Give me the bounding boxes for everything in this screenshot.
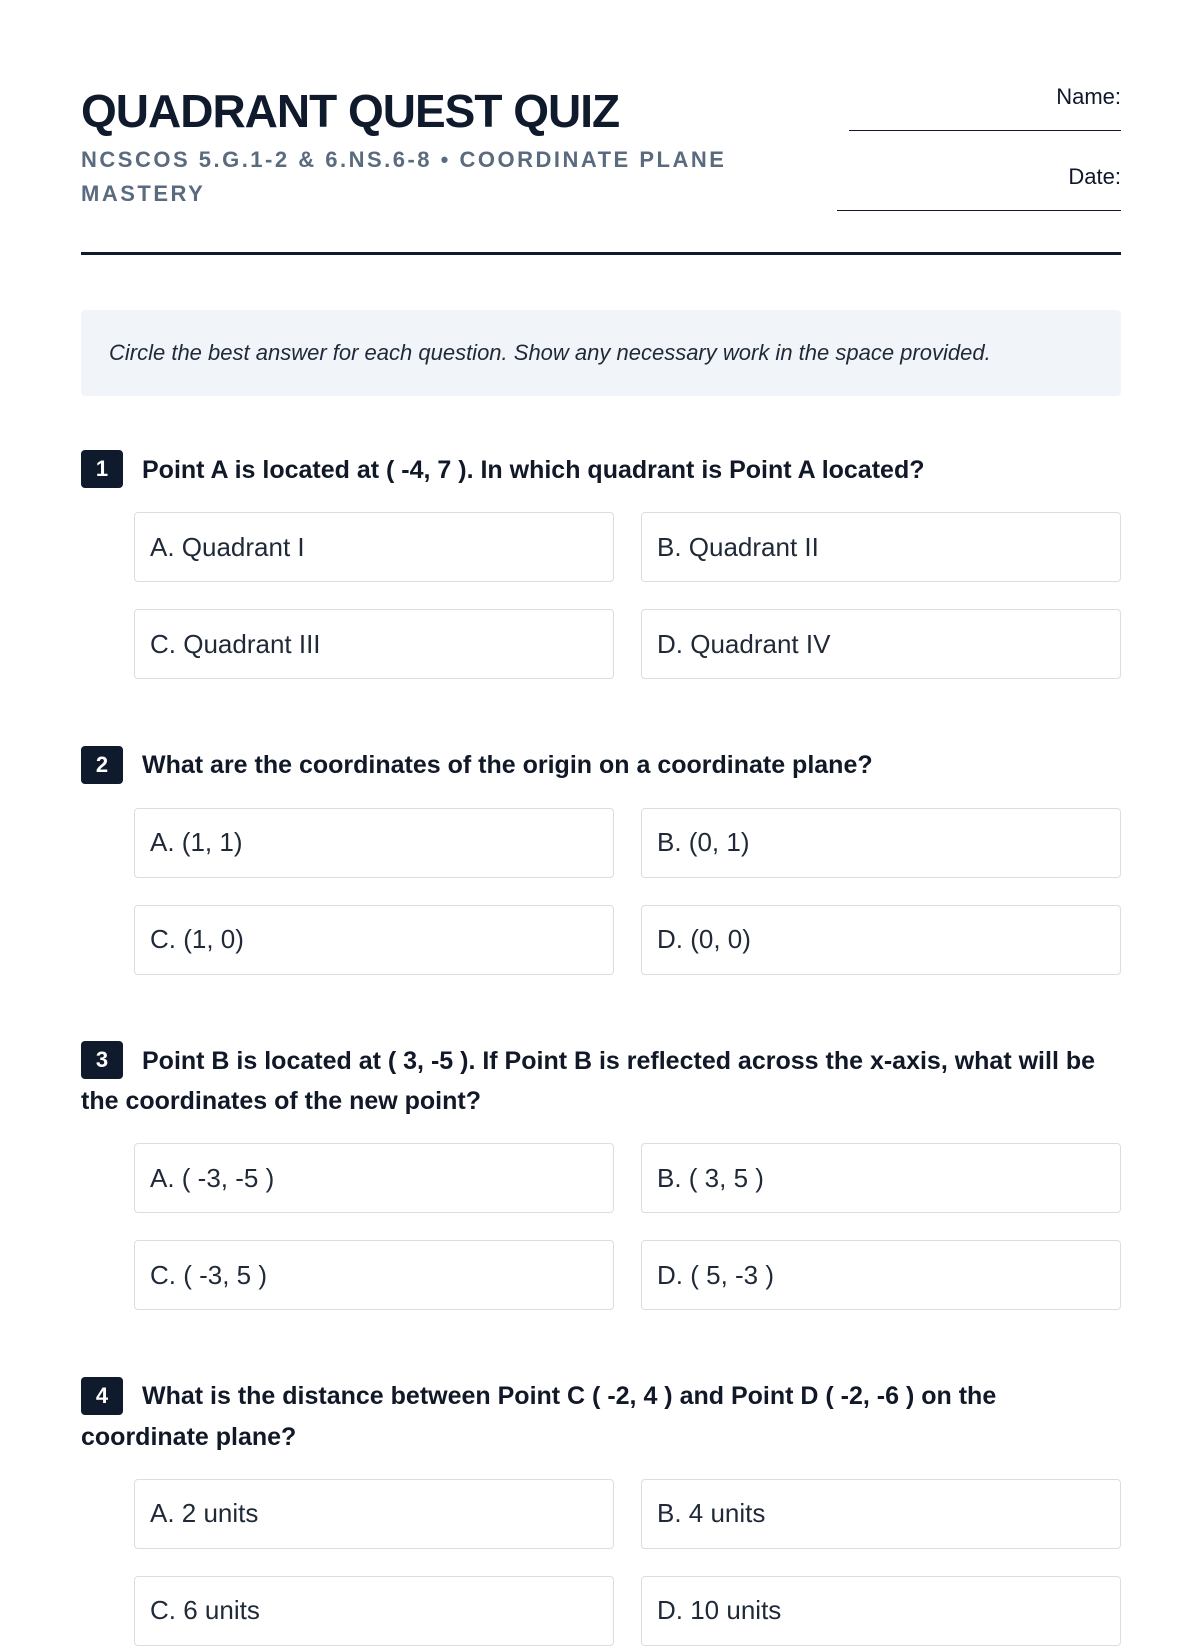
question-number-badge: 3 [81, 1041, 123, 1079]
header-divider [81, 252, 1121, 255]
answer-option-c[interactable]: C. Quadrant III [134, 609, 614, 679]
question-2 [81, 745, 1121, 974]
answer-option-d[interactable]: D. Quadrant IV [641, 609, 1121, 679]
question-prompt: What are the coordinates of the origin on a coordinate plane? [142, 751, 873, 780]
answer-options [134, 1143, 1121, 1310]
question-text [81, 450, 1121, 490]
answer-option-c[interactable]: C. ( -3, 5 ) [134, 1240, 614, 1310]
answer-option-d[interactable]: D. ( 5, -3 ) [641, 1240, 1121, 1310]
question-text [81, 1041, 1121, 1121]
instructions-box: Circle the best answer for each question. Show any necessary work in the space provided. [81, 310, 1121, 396]
question-prompt: Point A is located at ( -4, 7 ). In which quadrant is Point A located? [142, 456, 925, 484]
answer-option-c[interactable]: C. 6 units [134, 1576, 614, 1646]
date-row [821, 160, 1121, 240]
answer-options [134, 1479, 1121, 1646]
standards-subtitle: NCSCOS 5.G.1-2 & 6.NS.6-8 • COORDINATE PLANE MASTERY [81, 147, 727, 206]
answer-option-a[interactable]: A. ( -3, -5 ) [134, 1143, 614, 1213]
question-number-badge: 4 [81, 1377, 123, 1415]
name-blank-line[interactable] [849, 130, 1121, 131]
answer-option-d[interactable]: D. 10 units [641, 1576, 1121, 1646]
name-label: Name: [1056, 84, 1121, 109]
question-number-badge: 1 [81, 450, 123, 488]
answer-option-a[interactable]: A. (1, 1) [134, 808, 614, 878]
answer-option-b[interactable]: B. (0, 1) [641, 808, 1121, 878]
answer-option-b[interactable]: B. 4 units [641, 1479, 1121, 1549]
page-title: QUADRANT QUEST QUIZ [81, 85, 620, 137]
answer-option-a[interactable]: A. 2 units [134, 1479, 614, 1549]
quiz-header [81, 0, 1121, 256]
question-number-badge: 2 [81, 746, 123, 784]
question-text [81, 745, 1121, 785]
name-row [821, 80, 1121, 160]
question-3 [81, 1041, 1121, 1310]
question-4 [81, 1376, 1121, 1645]
answer-options [134, 512, 1121, 679]
date-label: Date: [1068, 164, 1121, 189]
student-info [821, 80, 1121, 240]
quiz-page [81, 0, 1121, 1646]
question-prompt: What is the distance between Point C ( -2, 4 ) and Point D ( -2, -6 ) on the coordinate plane? [81, 1382, 997, 1451]
question-prompt: Point B is located at ( 3, -5 ). If Point B is reflected across the x-axis, what will be the coordinates of the new point? [81, 1046, 1096, 1116]
answer-option-b[interactable]: B. ( 3, 5 ) [641, 1143, 1121, 1213]
question-1 [81, 450, 1121, 679]
answer-options [134, 808, 1121, 975]
date-blank-line[interactable] [837, 210, 1121, 211]
question-text [81, 1376, 1121, 1456]
answer-option-c[interactable]: C. (1, 0) [134, 905, 614, 975]
answer-option-d[interactable]: D. (0, 0) [641, 905, 1121, 975]
answer-option-a[interactable]: A. Quadrant I [134, 512, 614, 582]
answer-option-b[interactable]: B. Quadrant II [641, 512, 1121, 582]
